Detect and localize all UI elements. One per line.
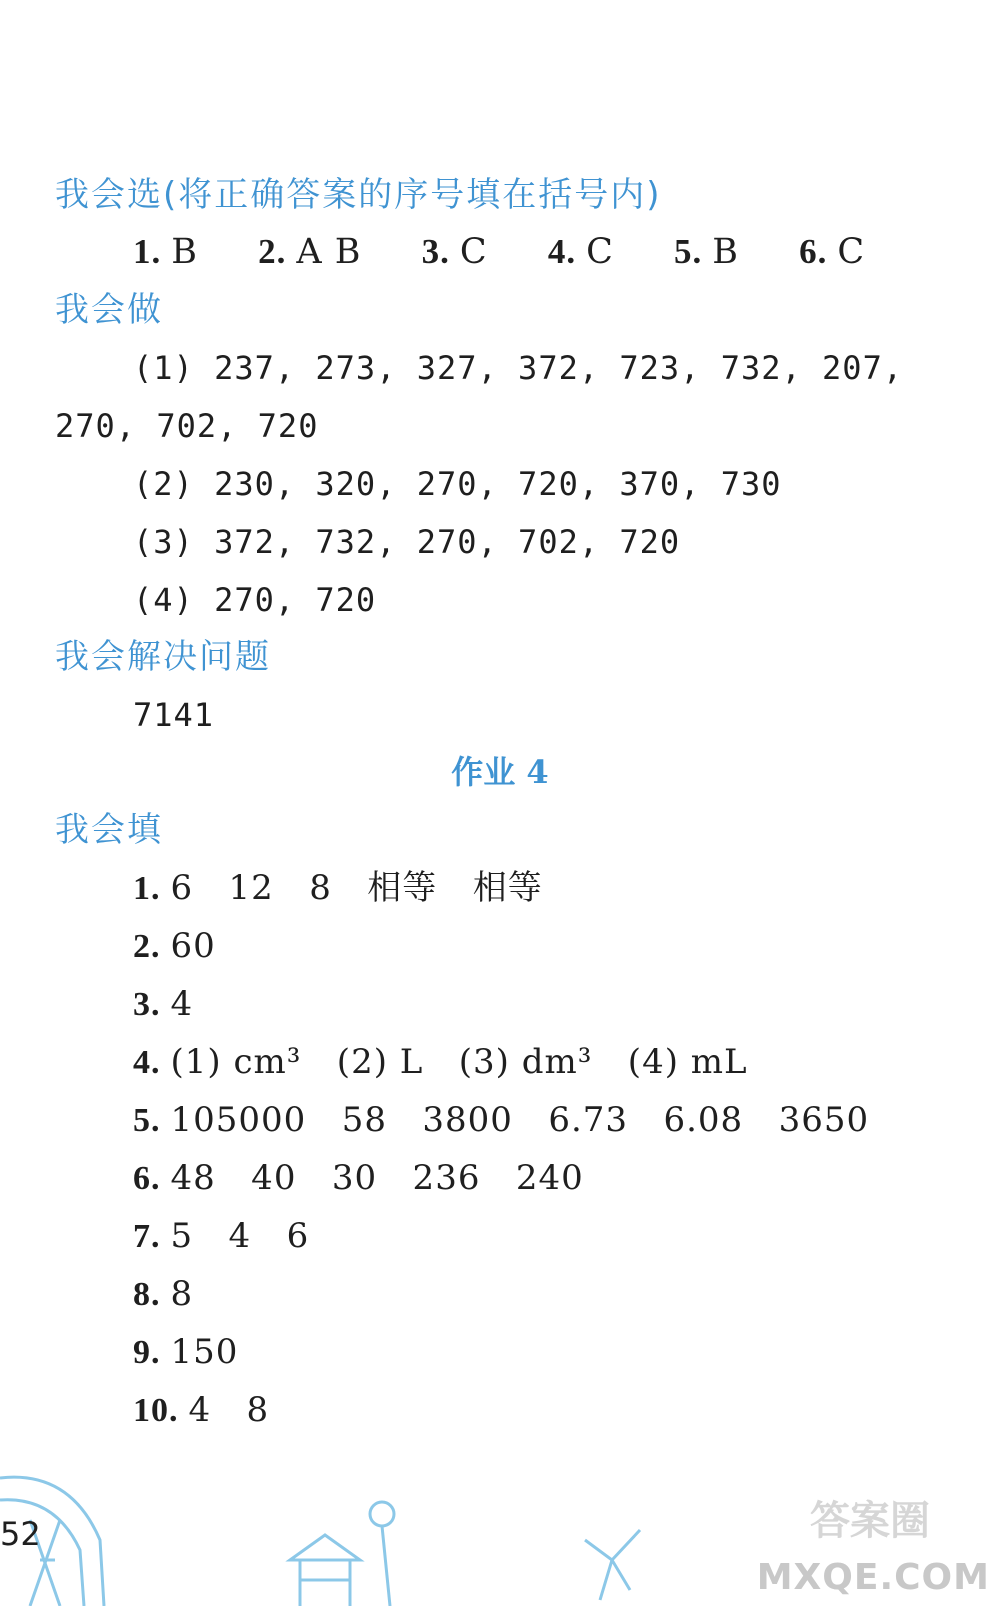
section-heading-do: 我会做 (55, 290, 163, 330)
page-number: 52 (0, 1515, 41, 1553)
lollipop-icon (370, 1502, 394, 1606)
answer-number: 1. (133, 232, 162, 271)
answer-number: 4. (547, 232, 577, 271)
item-number: 6. (133, 1160, 161, 1197)
answer-number: 2. (258, 232, 287, 271)
do-answer-line-1: (1) 237, 273, 327, 372, 723, 732, 207, (133, 349, 904, 387)
section-heading-choose: 我会选(将正确答案的序号填在括号内) (55, 175, 662, 215)
item-number: 1. (133, 870, 161, 907)
item-value: 8 (170, 1274, 194, 1314)
item-number: 3. (133, 986, 161, 1023)
answer-value: A B (296, 232, 362, 272)
item-number: 2. (133, 928, 161, 965)
answer-value: B (171, 232, 198, 272)
section-heading-fill: 我会填 (55, 810, 163, 850)
item-value: 60 (170, 926, 216, 966)
item-value: 5 4 6 (170, 1216, 310, 1256)
solve-answer: 7141 (133, 696, 215, 734)
pagoda-icon (290, 1535, 360, 1606)
do-answer-line-4: (4) 270, 720 (133, 581, 377, 619)
watermark-url: MXQE.COM (756, 1557, 990, 1598)
item-number: 9. (133, 1334, 161, 1371)
watermark-logo-text: 答案圈 (810, 1498, 930, 1544)
answer-number: 5. (673, 232, 703, 271)
do-answer-line-2: (2) 230, 320, 270, 720, 370, 730 (133, 465, 782, 503)
answer-number: 6. (799, 232, 828, 271)
item-value: 150 (170, 1332, 239, 1372)
item-value: 48 40 30 236 240 (170, 1158, 584, 1198)
item-value: 6 12 8 相等 相等 (170, 868, 543, 908)
do-answer-line-1-continued: 270, 702, 720 (55, 407, 319, 445)
windmill-icon (585, 1530, 640, 1600)
answer-value: C (459, 232, 488, 272)
item-value: (1) cm³ (2) L (3) dm³ (4) mL (170, 1042, 748, 1082)
answer-value: C (837, 232, 866, 272)
item-number: 10. (133, 1392, 179, 1429)
answer-value: C (586, 232, 614, 272)
section-heading-solve: 我会解决问题 (55, 637, 271, 677)
do-answer-line-3: (3) 372, 732, 270, 702, 720 (133, 523, 681, 561)
item-value: 4 (170, 984, 194, 1024)
item-number: 8. (133, 1276, 161, 1313)
answer-value: B (712, 232, 739, 272)
item-number: 4. (133, 1044, 161, 1081)
item-value: 4 8 (188, 1390, 270, 1430)
answer-number: 3. (421, 232, 450, 271)
item-value: 105000 58 3800 6.73 6.08 3650 (170, 1100, 870, 1140)
assignment-title: 作业 4 (451, 753, 549, 791)
item-number: 5. (133, 1102, 161, 1139)
item-number: 7. (133, 1218, 161, 1255)
